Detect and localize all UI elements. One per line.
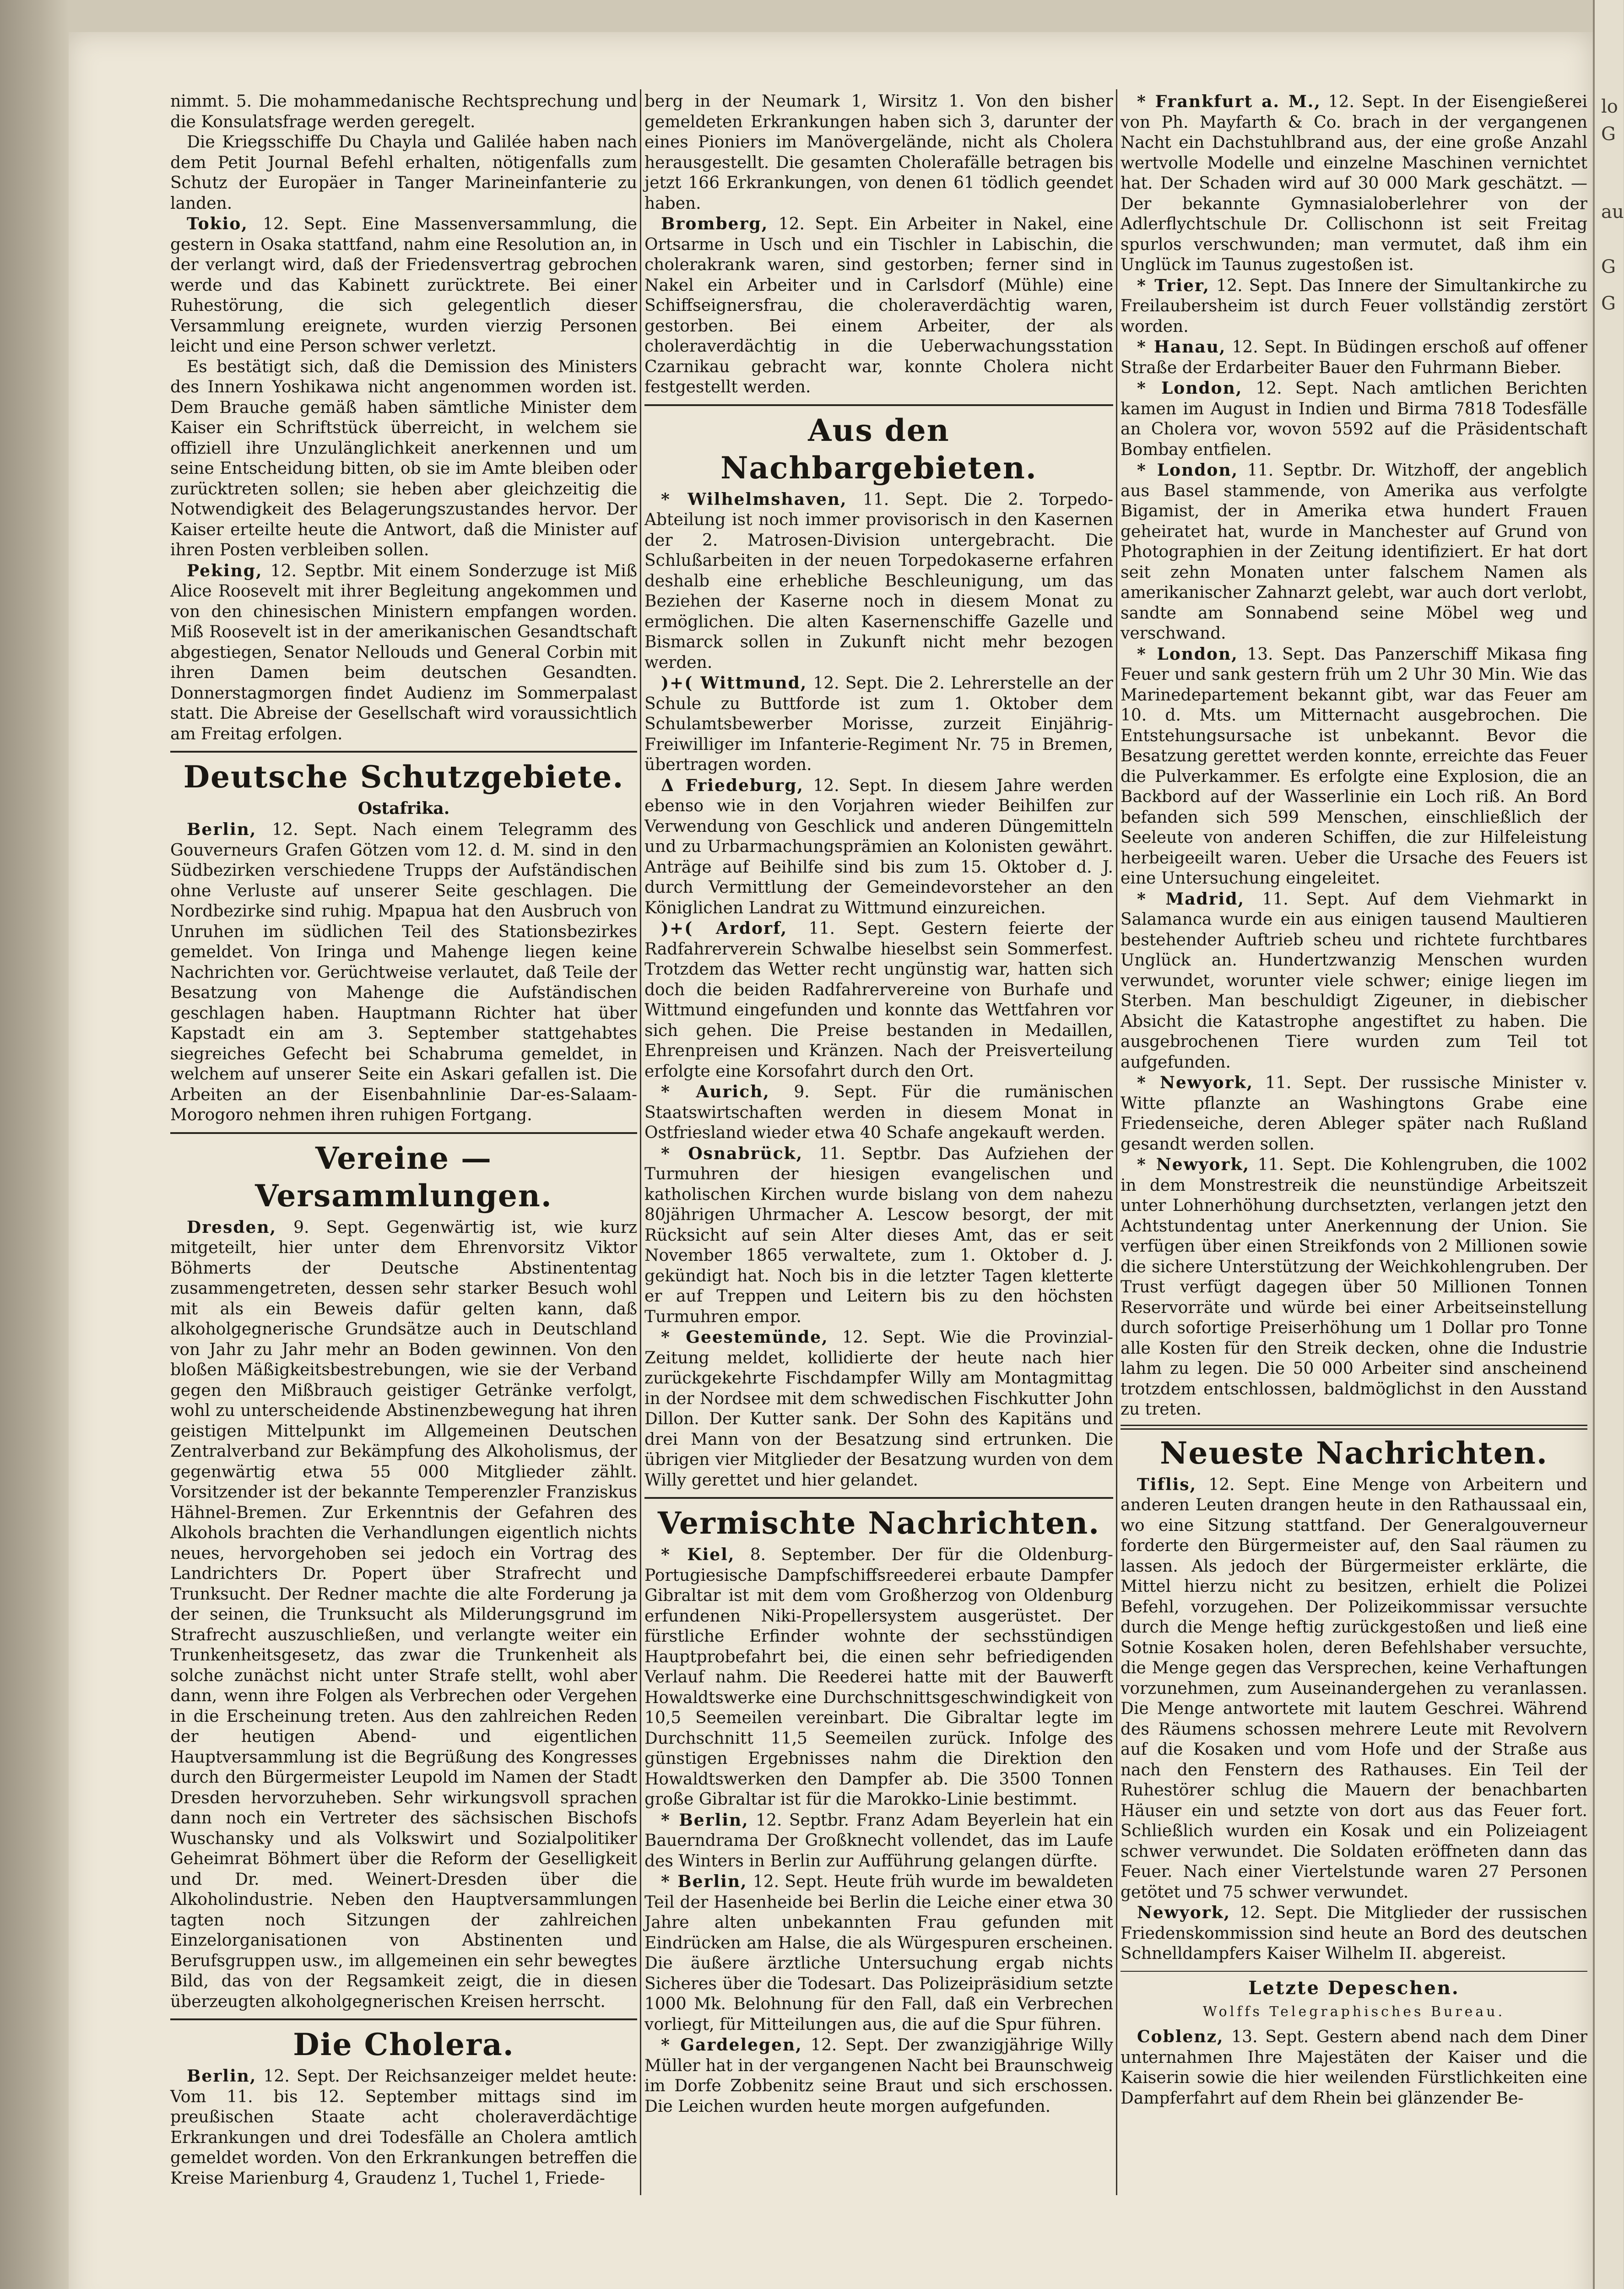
article-paragraph: Die Kriegsschiffe Du Chayla und Galilée haben nach dem Petit Journal Befehl erhalten, nötigenfalls zum Schutz der Europäer in Tanger Marineinfanterie zu landen. xyxy=(170,133,637,213)
section-heading-vereine: Vereine — Versammlungen. xyxy=(255,1140,552,1214)
article-wittmund xyxy=(644,673,1113,776)
dateline: Tokio, xyxy=(187,214,248,233)
section-divider xyxy=(170,2018,637,2020)
article-tiflis xyxy=(1121,1475,1587,1903)
article-text: 11. Sept. Auf dem Viehmarkt in Salamanca wurde ein aus einigen tausend Maultieren bestehender Auftrieb scheu und richtete furchtbares Unglück an. Hundertzwanzig Menschen wurden verwundet, worunter viele schwer; einige liegen im Sterben. Man beschuldigt Zigeuner, in diebischer Absicht die Katastrophe angestiftet zu haben. Die ausgebrochenen Tiere wurden zum Teil tot aufgefunden. xyxy=(1121,890,1587,1072)
article-friedeburg xyxy=(644,776,1113,919)
edge-fragment: G xyxy=(1601,124,1616,145)
article-trier xyxy=(1121,276,1587,337)
dateline: * Kiel, xyxy=(661,1545,735,1564)
section-divider xyxy=(1121,1425,1587,1430)
dateline: Tiflis, xyxy=(1137,1475,1197,1494)
article-paragraph: berg in der Neumark 1, Wirsitz 1. Von den bisher gemeldeten Erkrankungen haben sich 3, darunter der eines Pioniers im Manövergelände, nicht als Cholera herausgestellt. Die gesamten Cholerafälle betragen bis jetzt 166 Erkrankungen, von denen 61 tödlich geendet haben. xyxy=(644,92,1113,213)
article-tokio xyxy=(170,214,637,357)
section-divider xyxy=(1121,1971,1587,1972)
article-text: 11. Sept. Die Kohlengruben, die 1002 in dem Monstrestreik die neunstündige Arbeitszeit unter Lohnerhöhung durchsetzten, verlangen jetzt den Achtstundentag unter Anerkennung der Union. Sie verfügen über einen Streikfonds von 2 Millionen sowie die sichere Unterstützung der Weichkohlengruben. Der Trust verfügt dagegen über 50 Millionen Tonnen Reservorräte und würde bei einer Arbeitseinstellung durch sofortige Preiserhöhung um 1 Dollar pro Tonne alle Kosten für den Streik decken, ohne die Industrie lahm zu legen. Die 50 000 Arbeiter sind anscheinend trotzdem entschlossen, baldmöglichst in den Ausstand zu treten. xyxy=(1121,1155,1587,1419)
dateline: * Geestemünde, xyxy=(661,1328,828,1347)
article-text: 12. Sept. Der Reichsanzeiger meldet heute: Vom 11. bis 12. September mittags sind im preußischen Staate acht choleraverdächtige Erkrankungen und drei Todesfälle an Cholera amtlich gemeldet worden. Von den Erkrankungen betreffen die Kreise Marienburg 4, Graudenz 1, Tuchel 1, Friede- xyxy=(170,2067,637,2188)
article-hanau xyxy=(1121,337,1587,378)
dateline: * Berlin, xyxy=(661,1810,749,1830)
dateline: * Gardelegen, xyxy=(661,2035,802,2055)
article-wilhelmshaven xyxy=(644,489,1113,673)
article-berlin-hasenheide xyxy=(644,1871,1113,2035)
column-3 xyxy=(1121,92,1587,2109)
section-divider xyxy=(170,1132,637,1134)
article-text: 11. Sept. Die 2. Torpedo-Abteilung ist noch immer provisorisch in den Kasernen der 2. Matrosen-Division untergebracht. Die Schlußarbeiten in der neuen Torpedokaserne erfahren deshalb eine erhebliche Beschleunigung, um das Beziehen der Kaserne noch in diesem Monat zu ermöglichen. Die alten Kasernenschiffe Gazelle und Bismarck sollen in Zukunft nicht mehr bezogen werden. xyxy=(644,490,1113,672)
article-text: 9. Sept. Gegenwärtig ist, wie kurz mitgeteilt, hier unter dem Ehrenvorsitz Viktor Böhmerts der Deutsche Abstinententag zusammengetreten, dessen sehr starker Besuch wohl mit als ein Beweis dafür gelten kann, daß alkoholgegnerische Grundsätze auch in Deutschland von Jahr zu Jahr mehr an Boden gewinnen. Von den bloßen Mäßigkeitsbestrebungen, wie sie der Verband gegen den Mißbrauch geistiger Getränke verfolgt, wohl zu unterscheidende Abstinenzbewegung hat ihren geistigen Mittelpunkt im Allgemeinen Deutschen Zentralverband zur Bekämpfung des Alkoholismus, der gegenwärtig etwa 55 000 Mitglieder zählt. Vorsitzender ist der bekannte Temperenzler Franziskus Hähnel-Bremen. Zur Erkenntnis der Gefahren des Alkohols brachten die Verhandlungen eigentlich nichts neues, hervorgehoben sei jedoch ein Vortrag des Landrichters Dr. Popert über Strafrecht und Trunksucht. Der Redner machte die alte Forderung ja der seinen, die Trunksucht als Milderungsgrund im Strafrecht auszuschließen, und verlangte weiter ein Trunkenheitsgesetz, das zwar die Trunkenheit als solche zunächst nicht unter Strafe stellt, wohl aber dann, wenn ihre Folgen als Verbrechen oder Vergehen in die Erscheinung treten. Aus den zahlreichen Reden der heutigen Abend- und eigentlichen Hauptversammlung ist die Begrüßung des Kongresses durch den Bürgermeister Leupold im Namen der Stadt Dresden hervorzuheben. Sehr wirkungsvoll sprachen dann noch ein Vertreter des sächsischen Bischofs Wuschansky und als Volkswirt und Sozialpolitiker Geheimrat Böhmert über die Reform der Geselligkeit und Dr. med. Weinert-Dresden über die Alkoholindustrie. Neben den Hauptversammlungen tagten noch Sitzungen der zahlreichen Einzelorganisationen von Abstinenten und Berufsgruppen usw., im allgemeinen ein sehr bewegtes Bild, das von der Regsamkeit zeigt, die in diesen überzeugten alkoholgegnerischen Kreisen herrscht. xyxy=(170,1218,637,2011)
article-coblenz xyxy=(1121,2027,1587,2109)
article-frankfurt xyxy=(1121,92,1587,276)
article-bromberg xyxy=(644,214,1113,398)
column-2 xyxy=(644,92,1113,2117)
dateline: Berlin, xyxy=(187,2067,257,2086)
section-heading-letzte-depeschen: Letzte Depeschen. xyxy=(1248,1977,1460,1999)
article-paragraph: Es bestätigt sich, daß die Demission des Ministers des Innern Yoshikawa nicht angenommen worden ist. Dem Brauche gemäß haben sämtliche Minister dem Kaiser ein Schriftstück überreicht, in welchem sie offiziell ihre Unzulänglichkeit anerkennen und um seine Entscheidung bitten, ob sie im Amte bleiben oder zurücktreten sollen; sie heben aber gleichzeitig die Notwendigkeit des Belagerungszustandes hervor. Der Kaiser erteilte heute die Antwort, daß die Minister auf ihren Posten verbleiben sollen. xyxy=(170,357,637,559)
edge-fragment: G xyxy=(1601,293,1616,314)
article-text: 12. Sept. Nach amtlichen Berichten kamen im August in Indien und Birma 7818 Todesfälle an Cholera vor, wovon 5592 auf die Präsidentschaft Bombay entfielen. xyxy=(1121,379,1588,459)
dateline: * Madrid, xyxy=(1137,889,1245,909)
dateline: * Trier, xyxy=(1137,276,1210,295)
dateline: Newyork, xyxy=(1137,1903,1231,1922)
subheading-ostafrika: Ostafrika. xyxy=(357,799,450,818)
article-geestemuende xyxy=(644,1327,1113,1491)
book-binding xyxy=(0,0,69,2289)
edge-fragment: au xyxy=(1601,201,1624,222)
article-berlin xyxy=(170,819,637,1126)
article-text: 12. Septbr. Mit einem Sonderzuge ist Miß Alice Roosevelt mit ihrer Begleitung angekommen und von den chinesischen Ministern empfangen worden. Miß Roosevelt ist in der amerikanischen Gesandtschaft abgestiegen, Senator Nellouds und General Corbin mit ihren Damen beim deutschen Gesandten. Donnerstagmorgen findet Audienz im Sommerpalast statt. Die Abreise der Gesellschaft wird voraussichtlich am Freitag erfolgen. xyxy=(170,561,637,743)
dateline: * Frankfurt a. M., xyxy=(1137,92,1321,111)
article-london-bigamist xyxy=(1121,460,1587,644)
dateline: * Newyork, xyxy=(1137,1155,1250,1174)
article-text: 12. Sept. In der Eisengießerei von Ph. Mayfarth & Co. brach in der vergangenen Nacht ein Dachstuhlbrand aus, der eine große Anzahl wertvolle Modelle und einzelne Maschinen vernichtet hat. Der Schaden wird auf 30 000 Mark geschätzt. — Der bekannte Gymnasialoberlehrer von der Adlerflychtschule Dr. Collischonn ist seit Freitag spurlos verschwunden; man vermutet, daß ihm ein Unglück im Taunus zugestoßen ist. xyxy=(1121,92,1587,274)
article-text: 12. Sept. In Büdingen erschoß auf offener Straße der Erdarbeiter Bauer den Fuhrmann Bieber. xyxy=(1121,338,1588,377)
dateline: * Aurich, xyxy=(661,1082,770,1101)
article-text: 12. Sept. Die 2. Lehrerstelle an der Schule zu Buttforde ist zum 1. Oktober dem Schulamtsbewerber Morisse, zurzeit Einjährig-Freiwilliger im Infanterie-Regiment Nr. 75 in Bremen, übertragen worden. xyxy=(644,674,1113,774)
article-text: 12. Sept. Die Mitglieder der russischen Friedenskommission sind heute an Bord des deutschen Schnelldampfers Kaiser Wilhelm II. abgereist. xyxy=(1121,1904,1587,1963)
dateline: * London, xyxy=(1137,644,1238,664)
article-newyork-witte xyxy=(1121,1073,1587,1155)
article-text: 11. Septbr. Das Aufziehen der Turmuhren der hiesigen evangelischen und katholischen Kirchen wurde bislang von dem nahezu 80jährigen Uhrmacher A. Lescow besorgt, der mit Rücksicht auf sein Alter dieses Amt, das er seit November 1865 verwaltete, zum 1. Oktober d. J. gekündigt hat. Noch bis in die letzter Tagen kletterte er auf Treppen und Leitern bis zu den höchsten Turmuhren empor. xyxy=(644,1144,1113,1326)
article-ardorf xyxy=(644,918,1113,1082)
dateline: Δ Friedeburg, xyxy=(661,776,804,795)
article-peking xyxy=(170,561,637,745)
article-text: 13. Sept. Gestern abend nach dem Diner unternahmen Ihre Majestäten der Kaiser und die Kaiserin sowie die hier weilenden Fürstlichkeiten eine Dampferfahrt auf dem Rhein bei glänzender Be- xyxy=(1121,2028,1587,2108)
article-text: 12. Septbr. Franz Adam Beyerlein hat ein Bauerndrama Der Großknecht vollendet, das im Laufe des Winters in Berlin zur Aufführung gelangen dürfte. xyxy=(644,1811,1113,1871)
edge-fragment: lo xyxy=(1601,96,1618,117)
next-page-edge xyxy=(1593,0,1623,2289)
section-divider xyxy=(170,751,637,753)
article-text: 12. Sept. Der zwanzigjährige Willy Müller hat in der vergangenen Nacht bei Braunschweig im Dorfe Zobbenitz seine Braut und sich erschossen. Die Leichen wurden heute morgen aufgefunden. xyxy=(644,2036,1113,2116)
dateline: Berlin, xyxy=(187,820,257,839)
article-berlin-cholera xyxy=(170,2066,637,2189)
article-text: 12. Sept. Wie die Provinzial-Zeitung meldet, kollidierte der heute nach hier zurückgekehrte Fischdampfer Willy am Montagmittag in der Nordsee mit dem schwedischen Fischkutter John Dillon. Der Kutter sank. Der Sohn des Kapitäns und drei Mann von der Besatzung sind ertrunken. Die übrigen vier Mitglieder der Besatzung wurden von dem Willy gerettet und hier gelandet. xyxy=(644,1328,1113,1490)
section-heading-vermischte: Vermischte Nachrichten. xyxy=(657,1505,1100,1541)
article-text: 11. Septbr. Dr. Witzhoff, der angeblich aus Basel stammende, von Amerika aus verfolgte Bigamist, der in Amerika etwa hundert Frauen geheiratet hat, wurde in Manchester auf Grund von Photographien in der Zeitung identifiziert. Er hat dort seit zehn Monaten unter falschem Namen als amerikanischer Zahnarzt gelebt, war auch dort verlobt, sandte am Sonnabend seine Möbel weg und verschwand. xyxy=(1121,461,1587,643)
section-divider xyxy=(644,404,1113,406)
section-heading-cholera: Die Cholera. xyxy=(293,2027,514,2062)
dateline: * Wilhelmshaven, xyxy=(661,489,847,509)
wire-service-line: Wolffs Telegraphisches Bureau. xyxy=(1202,2003,1505,2020)
dateline: )+( Ardorf, xyxy=(661,919,788,938)
article-madrid xyxy=(1121,889,1587,1073)
dateline: * London, xyxy=(1137,379,1243,398)
dateline: * Newyork, xyxy=(1137,1073,1254,1092)
dateline: * Berlin, xyxy=(661,1872,747,1891)
article-text: 12. Sept. Eine Menge von Arbeitern und anderen Leuten drangen heute in den Rathaussaal ein, wo eine Sitzung stattfand. Der Generalgouverneur forderte den Bürgermeister auf, den Saal räumen zu lassen. Als jedoch der Bürgermeister erklärte, die Mittel hierzu nicht zu besitzen, erhielt die Polizei Befehl, vorzugehen. Der Polizeikommissar versuchte durch die Menge heftig zurückgestoßen und ließ eine Sotnie Kosaken holen, deren Befehlshaber versuchte, die Menge gegen das Versprechen, keine Verhaftungen vorzunehmen, zum Auseinandergehen zu veranlassen. Die Menge antwortete mit lautem Geschrei. Während des Räumens schossen mehrere Leute mit Revolvern auf die Kosaken und vom Hofe und der Straße aus nach den Fenstern des Rathauses. Ein Teil der Ruhestörer schlug die Mauern der benachbarten Häuser ein und setzte von dort aus das Feuer fort. Schließlich wurden ein Kosak und ein Polizeiagent schwer verwundet. Die Soldaten eröffneten dann das Feuer. Nach einer Viertelstunde waren 27 Personen getötet und 75 schwer verwundet. xyxy=(1121,1475,1587,1902)
article-london-cholera xyxy=(1121,378,1587,460)
article-aurich xyxy=(644,1082,1113,1144)
dateline: * London, xyxy=(1137,461,1239,480)
article-text: 9. Sept. Für die rumänischen Staatswirtschaften werden in diesem Monat in Ostfriesland wieder etwa 40 Schafe angekauft werden. xyxy=(644,1083,1113,1142)
article-dresden xyxy=(170,1217,637,2012)
dateline: * Hanau, xyxy=(1137,337,1226,357)
section-heading-neueste: Neueste Nachrichten. xyxy=(1160,1435,1548,1471)
dateline: Dresden, xyxy=(187,1217,277,1237)
edge-fragment: G xyxy=(1601,256,1616,277)
article-text: 13. Sept. Das Panzerschiff Mikasa fing Feuer und sank gestern früh um 2 Uhr 30 Min. Wie das Marinedepartement bekannt gibt, war das Feuer am 10. d. Mts. um Mitternacht ausgebrochen. Die Entstehungsursache ist unbekannt. Bevor die Besatzung gerettet werden konnte, erreichte das Feuer die Pulverkammer. Es erfolgte eine Explosion, die an Backbord auf der Wasserlinie ein Loch riß. An Bord befanden sich 599 Menschen, einschließlich der Seeleute von anderen Schiffen, die zur Hilfeleistung herbeigeeilt waren. Ueber die Ursache des Feuers ist eine Untersuchung eingeleitet. xyxy=(1121,645,1588,888)
section-divider xyxy=(644,1497,1113,1499)
article-text: 8. September. Der für die Oldenburg-Portugiesische Dampfschiffsreederei erbaute Dampfer Gibraltar ist mit dem vom Großherzog von Oldenburg erfundenen Niki-Propellersystem ausgerüstet. Der fürstliche Erfinder wohnte der sechsstündigen Hauptprobefahrt bei, die einen sehr befriedigenden Verlauf nahm. Die Reederei hatte mit der Bauwerft Howaldtswerke eine Durchschnittsgeschwindigkeit von 10,5 Seemeilen vereinbart. Die Gibraltar legte im Durchschnitt 11,5 Seemeilen zurück. Infolge des günstigen Ergebnisses nahm die Direktion den Howaldtswerken den Dampfer ab. Die 3500 Tonnen große Gibraltar ist für die Marokko-Linie bestimmt. xyxy=(644,1546,1113,1809)
column-1 xyxy=(170,92,637,2189)
article-text: 12. Sept. In diesem Jahre werden ebenso wie in den Vorjahren wieder Beihilfen zur Verwendung von Geschlick und anderen Düngemitteln und zu Urbarmachungsprämien an Kolonisten gewährt. Anträge auf Beihilfe sind bis zum 15. Oktober d. J. durch Vermittlung der Gemeindevorsteher an den Königlichen Landrat zu Wittmund einzureichen. xyxy=(644,776,1114,917)
column-rule xyxy=(640,89,641,2195)
article-kiel xyxy=(644,1545,1113,1810)
article-gardelegen xyxy=(644,2035,1113,2117)
article-text: 11. Sept. Gestern feierte der Radfahrerverein Schwalbe hieselbst sein Sommerfest. Trotzdem das Wetter recht ungünstig war, hatten sich doch die beiden Radfahrervereine von Burhafe und Wittmund eingefunden und konnte das Wettfahren vor sich gehen. Die Preise bestanden in Medaillen, Ehrenpreisen und Kränzen. Nach der Preisverteilung erfolgte eine Korsofahrt durch den Ort. xyxy=(644,919,1113,1081)
column-rule xyxy=(1116,89,1117,2195)
article-text: 12. Sept. Nach einem Telegramm des Gouverneurs Grafen Götzen vom 12. d. M. sind in den Südbezirken verschiedene Trupps der Aufständischen ohne Verluste auf unserer Seite geschlagen. Die Nordbezirke sind ruhig. Mpapua hat den Ausbruch von Unruhen im südlichen Teil des Stationsbezirkes gemeldet. Von Iringa und Mahenge liegen keine Nachrichten vor. Gerüchtweise verlautet, daß Teile der Besatzung von Mahenge die Aufständischen geschlagen haben. Hauptmann Richter hat über Kapstadt ein am 3. September stattgehabtes siegreiches Gefecht bei Schabruma gemeldet, in welchem auf unserer Seite ein Askari gefallen ist. Die Arbeiten an der Eisenbahnlinie Dar-es-Salaam-Morogoro nehmen ihren ruhigen Fortgang. xyxy=(170,820,637,1124)
article-osnabrueck xyxy=(644,1144,1113,1328)
dateline: Coblenz, xyxy=(1137,2027,1224,2046)
article-newyork-friedenskommission xyxy=(1121,1903,1587,1964)
article-text: 12. Sept. Heute früh wurde im bewaldeten Teil der Hasenheide bei Berlin die Leiche einer etwa 30 Jahre alten unbekannten Frau gefunden mit Eindrücken am Halse, die als Würgespuren erscheinen. Die äußere ärztliche Untersuchung ergab nichts Sicheres über die Todesart. Das Polizeipräsidium setzte 1000 Mk. Belohnung für den Fall, daß ein Verbrechen vorliegt, für Mitteilungen aus, die auf die Spur führen. xyxy=(644,1872,1114,2034)
section-heading-nachbargebiete: Aus den Nachbargebieten. xyxy=(720,412,1037,486)
article-text: 12. Sept. Eine Massenversammlung, die gestern in Osaka stattfand, nahm eine Resolution an, in der verlangt wird, daß der Friedensvertrag gebrochen werde und das Kabinett zurücktrete. Bei einer Ruhestörung, die sich gelegentlich dieser Versammlung ereignete, wurden vierzig Personen leicht und eine Person schwer verletzt. xyxy=(170,215,637,356)
article-berlin-drama xyxy=(644,1810,1113,1872)
article-paragraph: nimmt. 5. Die mohammedanische Rechtsprechung und die Konsulatsfrage werden geregelt. xyxy=(170,92,637,131)
dateline: Peking, xyxy=(187,561,263,580)
article-text: 12. Sept. Das Innere der Simultankirche zu Freilaubersheim ist durch Feuer vollständig zerstört worden. xyxy=(1121,276,1587,336)
section-heading-schutzgebiete: Deutsche Schutzgebiete. xyxy=(183,759,624,795)
article-london-mikasa xyxy=(1121,644,1587,889)
article-text: 12. Sept. Ein Arbeiter in Nakel, eine Ortsarme in Usch und ein Tischler in Labischin, die cholerakrank waren, sind gestorben; ferner sind in Nakel ein Arbeiter und in Carlsdorf (Mühle) eine Schiffseignersfrau, die choleraverdächtig waren, gestorben. Bei einem Arbeiter, der als choleraverdächtig in die Ueberwachungsstation Czarnikau gebracht war, konnte Cholera nicht festgestellt werden. xyxy=(644,215,1113,396)
article-newyork-kohle xyxy=(1121,1155,1587,1420)
dateline: )+( Wittmund, xyxy=(661,673,807,693)
article-text: 11. Sept. Der russische Minister v. Witte pflanzte an Washingtons Grabe eine Friedenseiche, deren Ableger später nach Rußland gesandt werden sollen. xyxy=(1121,1074,1587,1154)
dateline: Bromberg, xyxy=(661,214,769,233)
dateline: * Osnabrück, xyxy=(661,1144,803,1163)
